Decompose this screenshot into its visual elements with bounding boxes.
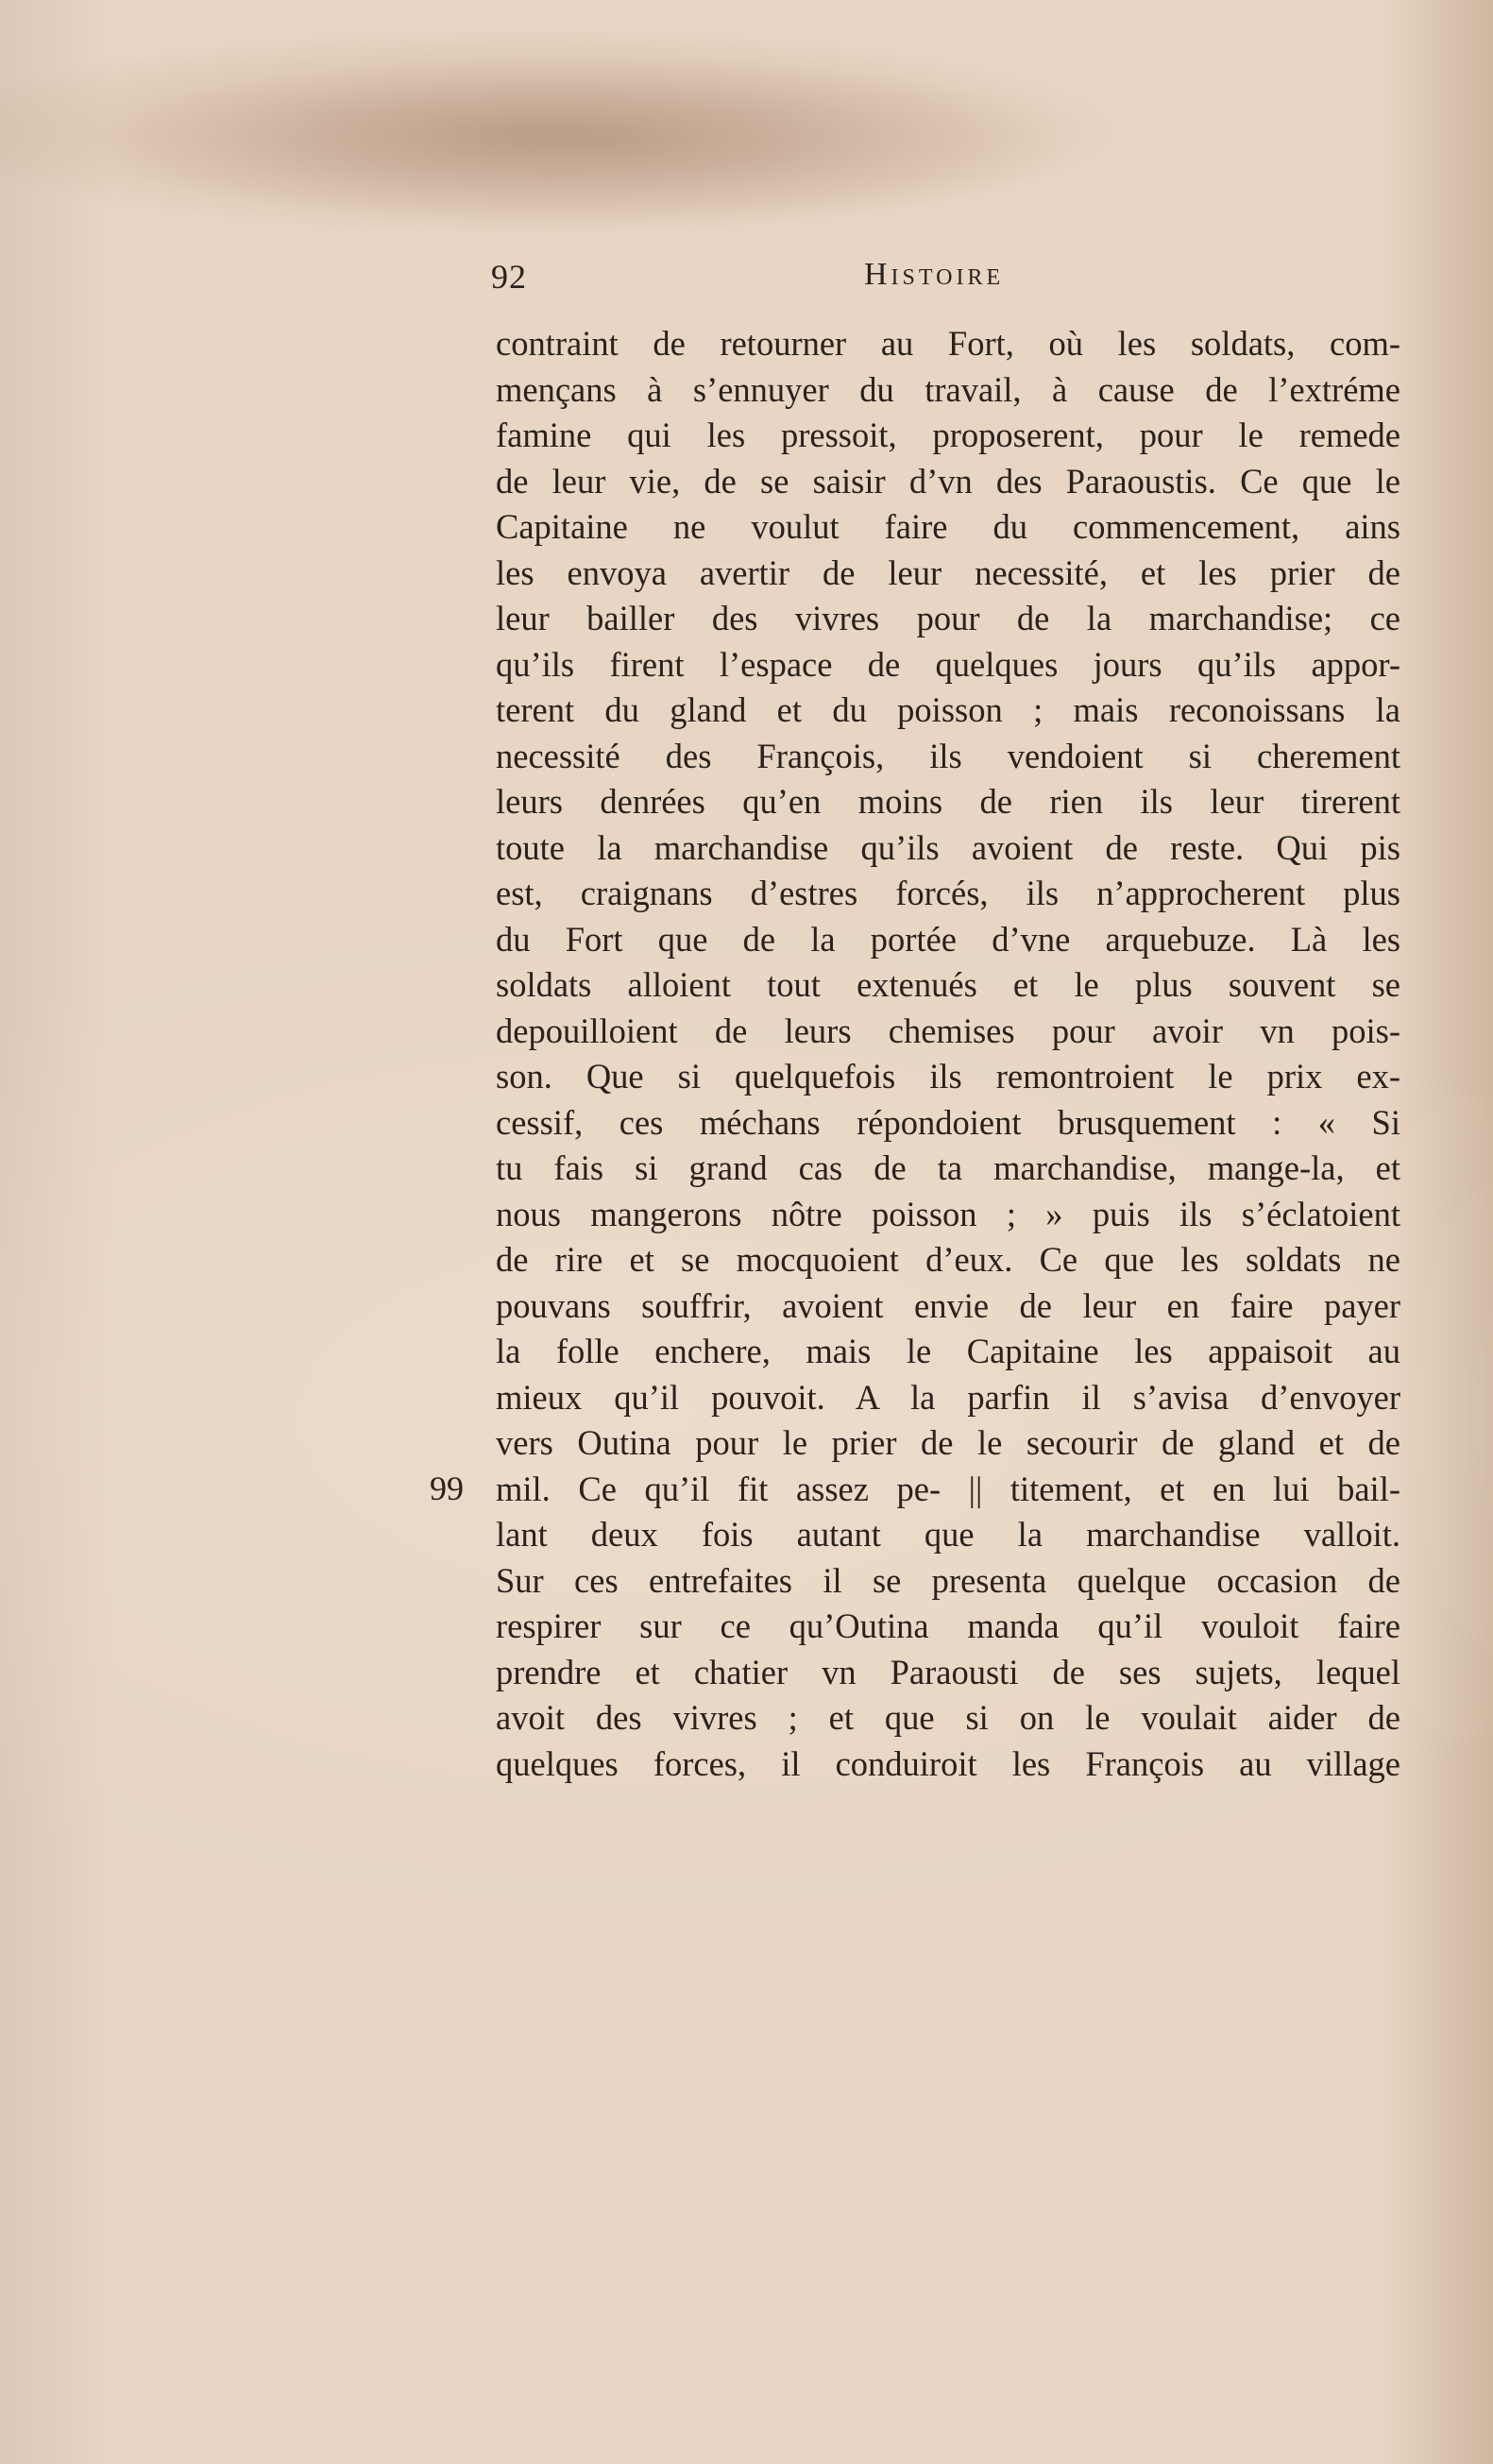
page-header	[491, 257, 1398, 304]
text-line: mil. Ce qu’il fit assez pe- || titement, et en lui bail-	[496, 1469, 1400, 1508]
text-line: Capitaine ne voulut faire du commencement, ains	[496, 507, 1400, 546]
text-line: la folle enchere, mais le Capitaine les appaisoit au	[496, 1332, 1400, 1370]
text-line: terent du gland et du poisson ; mais reconoissans la	[496, 690, 1400, 729]
text-line: cessif, ces méchans répondoient brusquement : « Si	[496, 1102, 1400, 1142]
text-line: famine qui les pressoit, proposerent, pour le remede	[496, 416, 1400, 454]
text-line: soldats alloient tout extenués et le plus souvent se	[496, 965, 1400, 1004]
text-line: de rire et se mocquoient d’eux. Ce que les soldats ne	[496, 1240, 1400, 1279]
text-line: pouvans souffrir, avoient envie de leur en faire payer	[496, 1285, 1400, 1325]
text-line: lant deux fois autant que la marchandise valloit.	[496, 1515, 1400, 1554]
body-text	[430, 321, 1400, 1787]
text-line: les envoya avertir de leur necessité, et les prier de	[496, 552, 1400, 592]
text-line: contraint de retourner au Fort, où les soldats, com-	[496, 324, 1400, 363]
text-line: mençans à s’ennuyer du travail, à cause de l’extréme	[496, 369, 1400, 409]
text-line: son. Que si quelquefois ils remontroient le prix ex-	[496, 1057, 1400, 1096]
text-line: est, craignans d’estres forcés, ils n’approcherent plus	[496, 874, 1400, 912]
text-line: avoit des vivres ; et que si on le voulait aider de	[496, 1698, 1400, 1737]
text-line: tu fais si grand cas de ta marchandise, mange-la, et	[496, 1148, 1400, 1187]
margin-line-wrapper	[430, 1467, 1400, 1513]
text-line: respirer sur ce qu’Outina manda qu’il vouloit faire	[496, 1606, 1400, 1645]
text-line: Sur ces entrefaites il se presenta quelque occasion de	[496, 1560, 1400, 1600]
text-line: toute la marchandise qu’ils avoient de reste. Qui pis	[496, 827, 1400, 867]
text-line: leurs denrées qu’en moins de rien ils leur tirerent	[496, 782, 1400, 821]
text-line: de leur vie, de se saisir d’vn des Paraoustis. Ce que le	[496, 461, 1400, 501]
text-line: quelques forces, il conduiroit les François au village	[496, 1743, 1400, 1783]
text-line: qu’ils firent l’espace de quelques jours qu’ils appor-	[496, 644, 1400, 684]
text-line: du Fort que de la portée d’vne arquebuze. Là les	[496, 919, 1400, 959]
text-line: leur bailler des vivres pour de la marchandise; ce	[496, 599, 1400, 637]
text-line: nous mangerons nôtre poisson ; » puis ils s’éclatoient	[496, 1194, 1400, 1233]
page-number: 92	[491, 258, 527, 296]
text-line: vers Outina pour le prier de le secourir de gland et de	[496, 1423, 1400, 1462]
paper-stain	[0, 0, 1493, 246]
text-line: mieux qu’il pouvoit. A la parfin il s’avisa d’envoyer	[496, 1377, 1400, 1417]
text-line: prendre et chatier vn Paraousti de ses sujets, lequel	[496, 1652, 1400, 1691]
running-head: Histoire	[864, 257, 1005, 292]
margin-page-number: 99	[430, 1469, 464, 1507]
text-line: necessité des François, ils vendoient si cherement	[496, 736, 1400, 775]
text-line: depouilloient de leurs chemises pour avoir vn pois-	[496, 1011, 1400, 1050]
